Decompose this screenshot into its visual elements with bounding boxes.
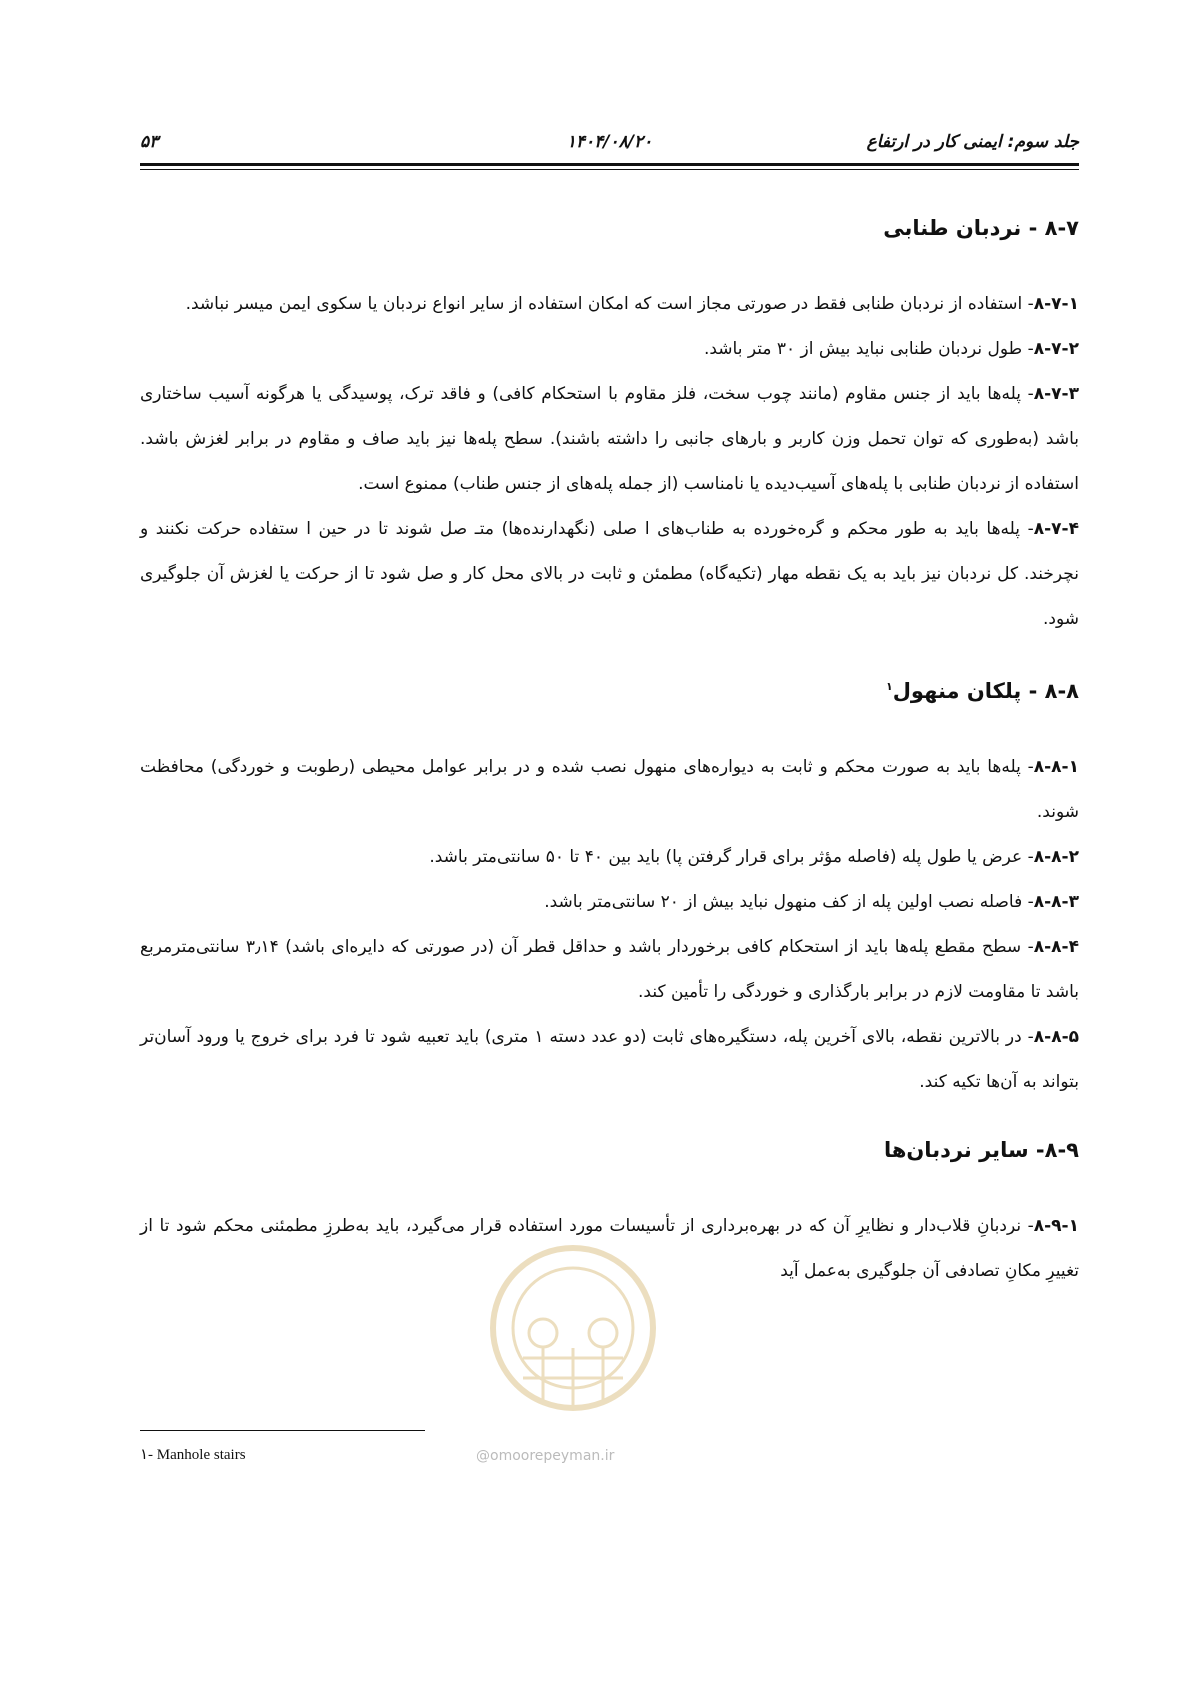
- paragraph-8-8-1: [140, 745, 1079, 835]
- paragraph-8-8-4: [140, 925, 1079, 1015]
- clause-text: - استفاده از نردبان طنابی فقط در صورتی مجاز است که امکان استفاده از سایر انواع نردبان یا سکوی ایمن میسر نباشد.: [185, 294, 1034, 314]
- clause-text: - پله‌ها باید به طور محکم و گره‌خورده به طناب‌های ا صلی (نگهدارنده‌ها) متـ صل شوند تا در حین ا ستفاده حرکت نکنند و نچرخند. کل نردبان نیز باید به یک نقطه مهار (تکیه‌گاه) مطمئن و ثابت در بالای محل کار و صل شود تا از حرکت یا لغزش آن جلوگیری شود.: [140, 519, 1079, 629]
- clause-text: - طول نردبان طنابی نباید بیش از ۳۰ متر باشد.: [703, 339, 1034, 359]
- footnote-rule: [140, 1430, 425, 1431]
- watermark-text: @omoorepeyman.ir: [476, 1448, 615, 1464]
- clause-text: - نردبانِ قلاب‌دار و نظایرِ آن که در بهره‌برداری از تأسیسات مورد استفاده قرار می‌گیرد، باید به‌طرزِ مطمئنی محکم شود تا از تغییرِ مکانِ تصادفی آن جلوگیری به‌عمل آید: [140, 1216, 1079, 1281]
- clause-number: ۸-۸-۲: [1033, 847, 1079, 867]
- clause-number: ۸-۸-۴: [1033, 937, 1079, 957]
- page-content: [140, 208, 1079, 1294]
- clause-number: ۸-۷-۳: [1033, 384, 1079, 404]
- clause-number: ۸-۷-۲: [1033, 339, 1079, 359]
- clause-text: - عرض یا طول پله (فاصله مؤثر برای قرار گرفتن پا) باید بین ۴۰ تا ۵۰ سانتی‌متر باشد.: [429, 847, 1034, 867]
- footnote: ۱- Manhole stairs: [140, 1447, 246, 1463]
- clause-number: ۸-۷-۴: [1033, 519, 1079, 539]
- section-heading-8-7: ۸-۷ - نردبان طنابی: [883, 216, 1079, 240]
- clause-text: - پله‌ها باید از جنس مقاوم (مانند چوب سخت، فلز مقاوم با استحکام کافی) و فاقد ترک، پوسیدگی یا هرگونه آسیب ساختاری باشد (به‌طوری که توان تحمل وزن کاربر و بارهای جانبی را داشته باشند). سطح پله‌ها نیز باید صاف و مقاوم در برابر لغزش باشد. استفاده از نردبان طنابی با پله‌های آسیب‌دیده یا نامناسب (از جمله پله‌های از جنس طناب) ممنوع است.: [140, 384, 1079, 494]
- header-volume-title: جلد سوم: ایمنی کار در ارتفاع: [866, 132, 1079, 152]
- clause-text: - سطح مقطع پله‌ها باید از استحکام کافی برخوردار باشد و حداقل قطر آن (در صورتی که دایره‌ای باشد) ۳٫۱۴ سانتی‌مترمربع باشد تا مقاومت لازم در برابر بارگذاری و خوردگی را تأمین کند.: [140, 937, 1079, 1002]
- paragraph-8-8-2: [140, 835, 1079, 880]
- clause-number: ۸-۹-۱: [1033, 1216, 1079, 1236]
- paragraph-8-7-4: [140, 507, 1079, 642]
- paragraph-8-8-3: [140, 880, 1079, 925]
- clause-number: ۸-۸-۵: [1033, 1027, 1080, 1047]
- paragraph-8-7-1: [140, 282, 1079, 327]
- clause-text: - در بالاترین نقطه، بالای آخرین پله، دستگیره‌های ثابت (دو عدد دسته ۱ متری) باید تعبیه شود تا فرد برای خروج یا ورود آسان‌تر بتواند به آن‌ها تکیه کند.: [140, 1027, 1079, 1092]
- paragraph-8-7-2: [140, 327, 1079, 372]
- clause-text: - پله‌ها باید به صورت محکم و ثابت به دیواره‌های منهول نصب شده و در برابر عوامل محیطی (رطوبت و خوردگی) محافظت شوند.: [140, 757, 1079, 822]
- section-heading-8-8: [140, 667, 1079, 711]
- clause-number: ۸-۸-۳: [1033, 892, 1079, 912]
- section-title: ۸-۸ - پلکان منهول: [892, 679, 1079, 703]
- clause-text: - فاصله نصب اولین پله از کف منهول نباید بیش از ۲۰ سانتی‌متر باشد.: [544, 892, 1034, 912]
- header-rule-thin: [140, 169, 1079, 170]
- header-date: ۱۴۰۴/۰۸/۲۰: [566, 132, 653, 152]
- paragraph-8-7-3: [140, 372, 1079, 507]
- header-rule-thick: [140, 163, 1079, 166]
- section-heading-8-9: ۸-۹- سایر نردبان‌ها: [883, 1138, 1079, 1162]
- clause-number: ۸-۸-۱: [1033, 757, 1079, 777]
- clause-number: ۸-۷-۱: [1033, 294, 1079, 314]
- header-page-number: ۵۳: [140, 132, 159, 152]
- watermark-seal-icon: [488, 1238, 658, 1438]
- paragraph-8-8-5: [140, 1015, 1079, 1105]
- footnote-marker: ۱: [885, 680, 893, 693]
- page-header: [140, 132, 1079, 162]
